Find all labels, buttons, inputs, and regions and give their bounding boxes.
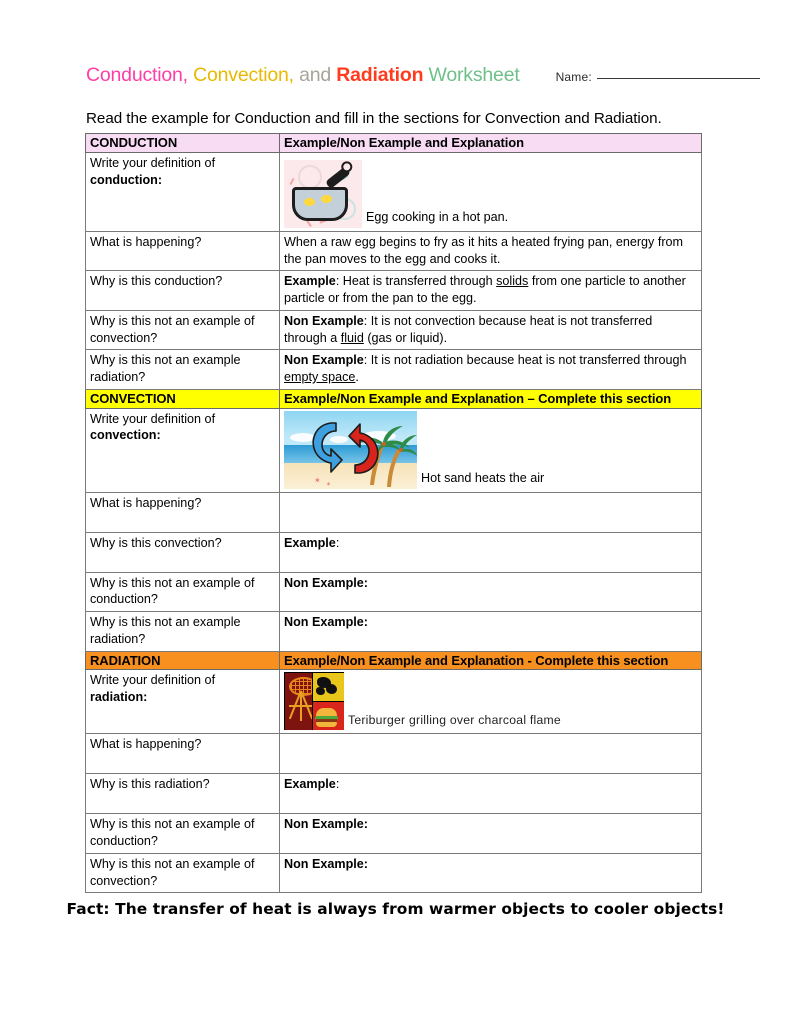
answer-cell[interactable] xyxy=(280,612,702,651)
answer-prefix: Non Example xyxy=(284,313,364,328)
question-cell: Why is this not an example of convection? xyxy=(86,310,280,349)
answer-cell[interactable] xyxy=(280,231,702,270)
answer-cell[interactable] xyxy=(280,271,702,310)
section-header-conduction xyxy=(86,134,702,153)
answer-prefix: Non Example: xyxy=(284,615,368,630)
section-label-conduction: CONDUCTION xyxy=(86,134,280,153)
title-word-convection: Convection, xyxy=(193,64,294,86)
table-row xyxy=(86,271,702,310)
answer-part-a: : Heat is transferred through xyxy=(335,274,497,289)
name-field[interactable] xyxy=(556,70,760,84)
hamburger-icon xyxy=(313,702,344,730)
definition-prompt-line2: convection: xyxy=(90,428,161,443)
section-subheader-radiation: Example/Non Example and Explanation - Complete this section xyxy=(280,651,702,670)
question-cell: Why is this not an example of conduction? xyxy=(86,572,280,611)
table-row xyxy=(86,853,702,892)
section-header-convection xyxy=(86,389,702,408)
table-row xyxy=(86,492,702,532)
example-image-cell-radiation xyxy=(280,670,702,734)
answer-prefix: Example xyxy=(284,274,336,289)
worksheet-table xyxy=(85,133,702,893)
table-row xyxy=(86,814,702,853)
answer-cell[interactable] xyxy=(280,734,702,774)
table-row xyxy=(86,532,702,572)
answer-cell[interactable] xyxy=(280,350,702,389)
instructions-text: Read the example for Conduction and fill in the sections for Convection and Radiation. xyxy=(86,110,662,127)
example-image-cell-conduction xyxy=(280,152,702,231)
question-cell: Why is this convection? xyxy=(86,532,280,572)
fact-footer: Fact: The transfer of heat is always from warmer objects to cooler objects! xyxy=(66,900,725,918)
answer-cell[interactable] xyxy=(280,492,702,532)
table-row xyxy=(86,734,702,774)
answer-cell[interactable] xyxy=(280,310,702,349)
section-label-convection: CONVECTION xyxy=(86,389,280,408)
answer-cell[interactable] xyxy=(280,814,702,853)
image-caption-radiation: Teriburger grilling over charcoal flame xyxy=(348,713,561,728)
answer-prefix: Non Example: xyxy=(284,575,368,590)
definition-prompt-line1: Write your definition of xyxy=(90,411,216,426)
section-subheader-conduction: Example/Non Example and Explanation xyxy=(280,134,702,153)
question-cell: Why is this not an example radiation? xyxy=(86,350,280,389)
answer-keyword: fluid xyxy=(340,330,364,345)
answer-part-a: : It is not convection because heat is not transferred through a xyxy=(284,313,653,345)
answer-part-b: from one particle to another particle or from the pan to the egg. xyxy=(284,274,686,306)
starfish-icon: ✶ xyxy=(314,475,321,485)
answer-prefix: Non Example xyxy=(284,353,364,368)
question-cell: Why is this not an example radiation? xyxy=(86,612,280,651)
title-word-worksheet: Worksheet xyxy=(428,64,520,86)
answer-keyword: empty space xyxy=(284,370,356,384)
question-cell: Why is this conduction? xyxy=(86,271,280,310)
section-label-radiation: RADIATION xyxy=(86,651,280,670)
answer-part-a: : xyxy=(335,777,340,792)
table-row xyxy=(86,231,702,270)
grill-icon xyxy=(285,673,312,730)
title-word-conduction: Conduction, xyxy=(86,64,188,86)
table-row xyxy=(86,612,702,651)
answer-part-b: (gas or liquid). xyxy=(363,330,448,345)
page-title xyxy=(86,64,520,87)
name-write-line[interactable] xyxy=(597,77,760,79)
answer-prefix: Example xyxy=(284,535,336,550)
title-word-radiation: Radiation xyxy=(336,64,424,86)
title-word-and: and xyxy=(299,64,332,86)
answer-cell[interactable] xyxy=(280,532,702,572)
table-row xyxy=(86,572,702,611)
table-row xyxy=(86,774,702,814)
charcoal-icon xyxy=(313,673,344,701)
charcoal-grill-burger-collage-icon xyxy=(284,672,344,730)
question-cell: Why is this radiation? xyxy=(86,774,280,814)
section-header-radiation xyxy=(86,651,702,670)
answer-prefix: Non Example: xyxy=(284,856,368,871)
table-row xyxy=(86,310,702,349)
question-cell: What is happening? xyxy=(86,492,280,532)
image-caption-convection: Hot sand heats the air xyxy=(421,470,545,485)
answer-part-a: : xyxy=(335,535,340,550)
table-row xyxy=(86,670,702,734)
definition-prompt-line2: radiation: xyxy=(90,690,148,705)
section-subheader-convection: Example/Non Example and Explanation – Complete this section xyxy=(280,389,702,408)
definition-prompt-line1: Write your definition of xyxy=(90,155,216,170)
answer-cell[interactable] xyxy=(280,774,702,814)
question-cell: Why is this not an example of conduction? xyxy=(86,814,280,853)
definition-prompt-convection[interactable] xyxy=(86,408,280,492)
question-cell: What is happening? xyxy=(86,734,280,774)
answer-prefix: Non Example: xyxy=(284,817,368,832)
definition-prompt-radiation[interactable] xyxy=(86,670,280,734)
example-image-cell-convection xyxy=(280,408,702,492)
name-label: Name: xyxy=(555,70,592,84)
image-caption-conduction: Egg cooking in a hot pan. xyxy=(366,210,509,225)
answer-cell[interactable] xyxy=(280,853,702,892)
answer-prefix: Example xyxy=(284,777,336,792)
definition-prompt-line2: conduction: xyxy=(90,172,163,187)
question-cell: Why is this not an example of convection? xyxy=(86,853,280,892)
answer-part-b: . xyxy=(355,370,359,384)
answer-keyword: solids xyxy=(496,274,529,289)
table-row xyxy=(86,408,702,492)
frying-pan-with-eggs-icon xyxy=(284,160,362,228)
table-row xyxy=(86,350,702,389)
title-row xyxy=(86,64,706,94)
starfish-icon: ✶ xyxy=(326,481,332,488)
table-row xyxy=(86,152,702,231)
beach-convection-arrows-icon xyxy=(284,411,417,489)
answer-part-a: : It is not radiation because heat is not transferred through xyxy=(363,353,687,368)
answer-cell[interactable] xyxy=(280,572,702,611)
answer-text: When a raw egg begins to fry as it hits a heated frying pan, energy from the pan moves to the egg and cooks it. xyxy=(284,234,684,266)
question-cell: What is happening? xyxy=(86,231,280,270)
definition-prompt-conduction xyxy=(86,152,280,231)
definition-prompt-line1: Write your definition of xyxy=(90,673,216,688)
